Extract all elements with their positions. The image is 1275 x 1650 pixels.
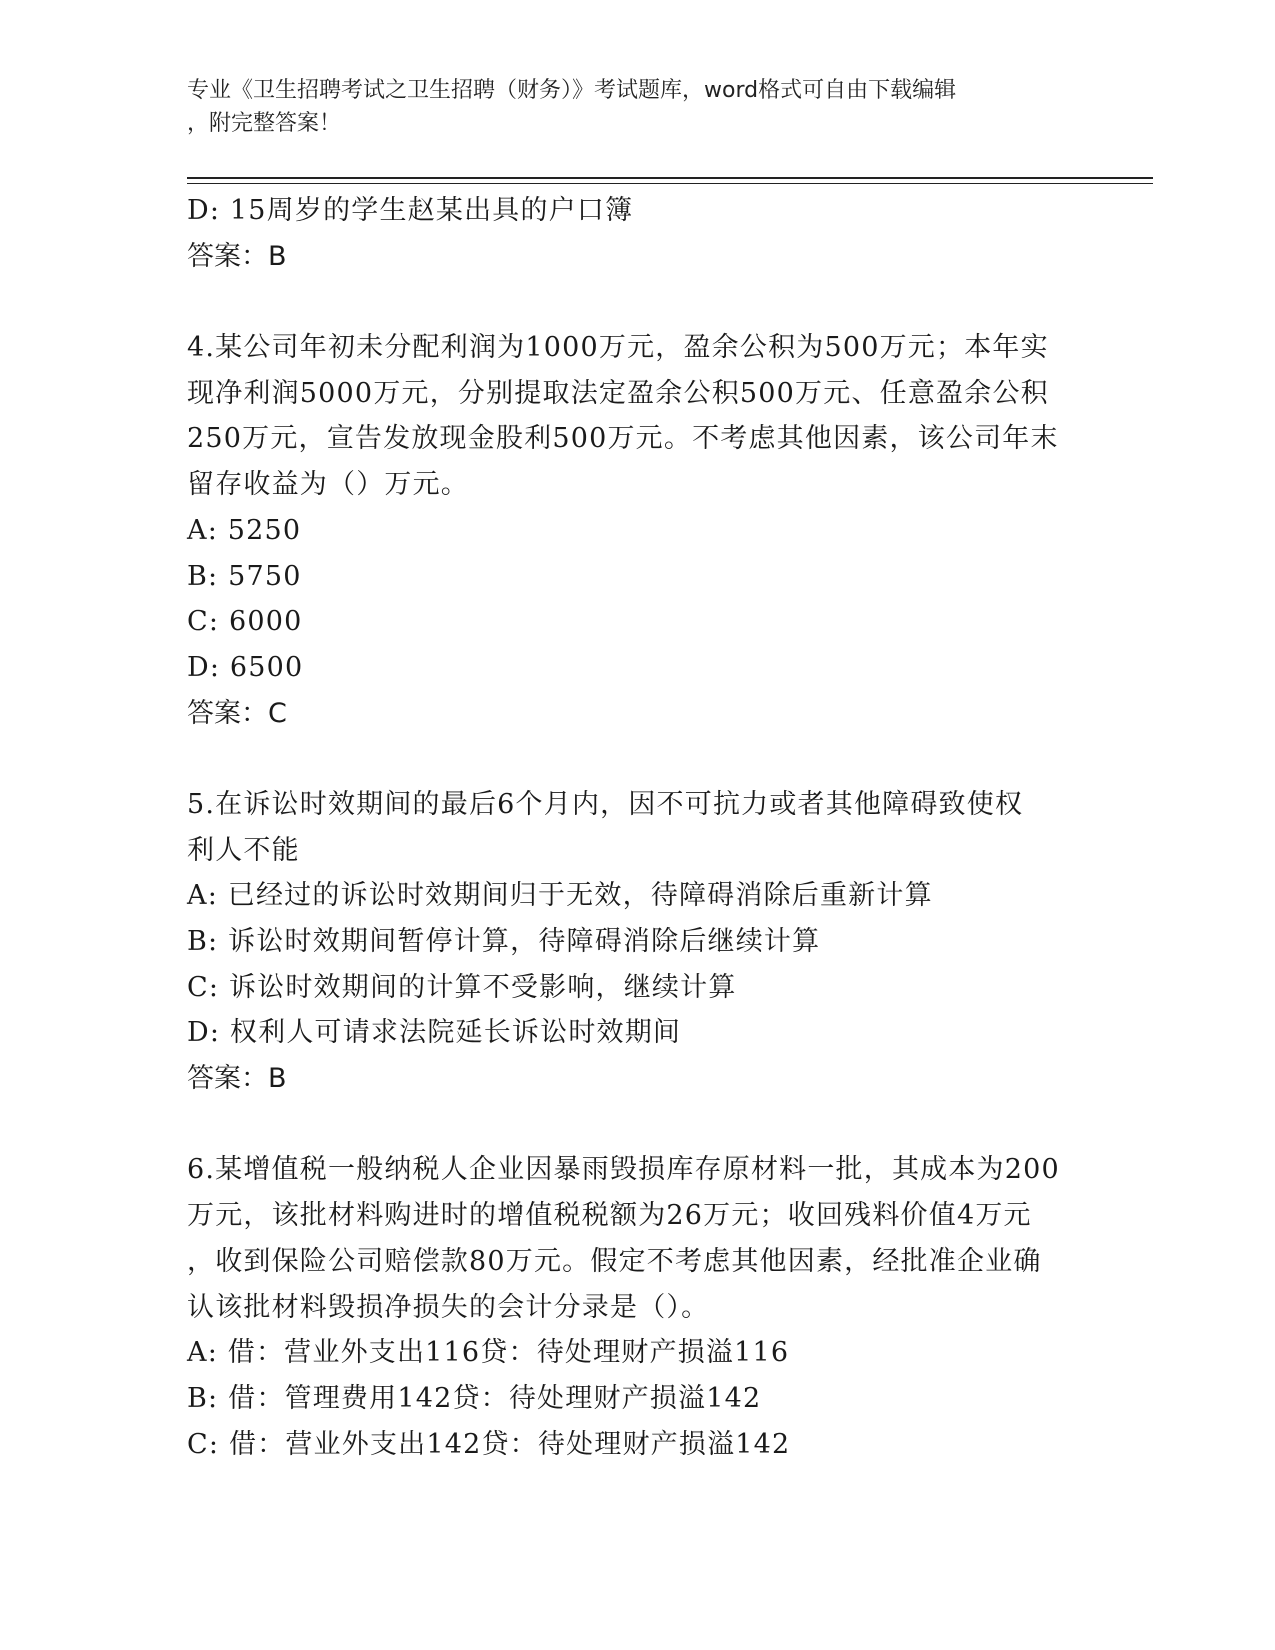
question-6 xyxy=(187,1147,1087,1467)
question-stem-line: 万元，该批材料购进时的增值税税额为26万元；收回残料价值4万元 xyxy=(187,1200,1032,1232)
header-divider-thin xyxy=(187,183,1153,184)
question-stem-line: 利人不能 xyxy=(187,834,300,866)
answer-line: 答案：B xyxy=(187,240,287,272)
option-d: D: 15周岁的学生赵某出具的户口簿 xyxy=(187,195,634,226)
question-list xyxy=(187,188,1087,1467)
question-5 xyxy=(187,782,1087,1102)
option-c: C: 借：营业外支出142贷：待处理财产损溢142 xyxy=(187,1428,791,1460)
spacer xyxy=(187,1102,1087,1148)
question-stem-line: 现净利润5000万元，分别提取法定盈余公积500万元、任意盈余公积 xyxy=(187,377,1049,409)
option-b: B: 诉讼时效期间暂停计算，待障碍消除后继续计算 xyxy=(187,926,821,957)
answer-line: 答案：C xyxy=(187,697,287,729)
question-3-tail xyxy=(187,188,1087,279)
option-b: B: 借：管理费用142贷：待处理财产损溢142 xyxy=(187,1382,762,1414)
option-a: A: 借：营业外支出116贷：待处理财产损溢116 xyxy=(187,1337,790,1369)
answer-line: 答案：B xyxy=(187,1063,287,1095)
header-line-1: 专业《卫生招聘考试之卫生招聘（财务）》考试题库，word格式可自由下载编辑 xyxy=(187,78,957,103)
spacer xyxy=(187,736,1087,782)
header-line-2: ，附完整答案！ xyxy=(187,111,342,136)
option-a: A: 已经过的诉讼时效期间归于无效，待障碍消除后重新计算 xyxy=(187,880,933,912)
option-c: C: 诉讼时效期间的计算不受影响，继续计算 xyxy=(187,971,737,1003)
question-stem-line: ，收到保险公司赔偿款80万元。假定不考虑其他因素，经批准企业确 xyxy=(187,1245,1042,1277)
question-stem-line: 认该批材料毁损净损失的会计分录是（）。 xyxy=(187,1291,710,1323)
option-c: C: 6000 xyxy=(187,606,303,638)
spacer xyxy=(187,279,1087,325)
option-d: D: 权利人可请求法院延长诉讼时效期间 xyxy=(187,1017,682,1049)
option-d: D: 6500 xyxy=(187,651,304,683)
question-4 xyxy=(187,325,1087,736)
page-header xyxy=(187,74,1067,140)
option-a: A: 5250 xyxy=(187,514,302,546)
question-stem-line: 6.某增值税一般纳税人企业因暴雨毁损库存原材料一批，其成本为200 xyxy=(187,1154,1060,1186)
option-b: B: 5750 xyxy=(187,560,302,592)
question-stem-line: 4.某公司年初未分配利润为1000万元，盈余公积为500万元；本年实 xyxy=(187,332,1049,364)
question-stem-line: 5.在诉讼时效期间的最后6个月内，因不可抗力或者其他障碍致使权 xyxy=(187,788,1024,820)
question-stem-line: 留存收益为（）万元。 xyxy=(187,469,469,501)
question-stem-line: 250万元，宣告发放现金股利500万元。不考虑其他因素，该公司年末 xyxy=(187,423,1059,455)
header-divider xyxy=(187,177,1153,179)
